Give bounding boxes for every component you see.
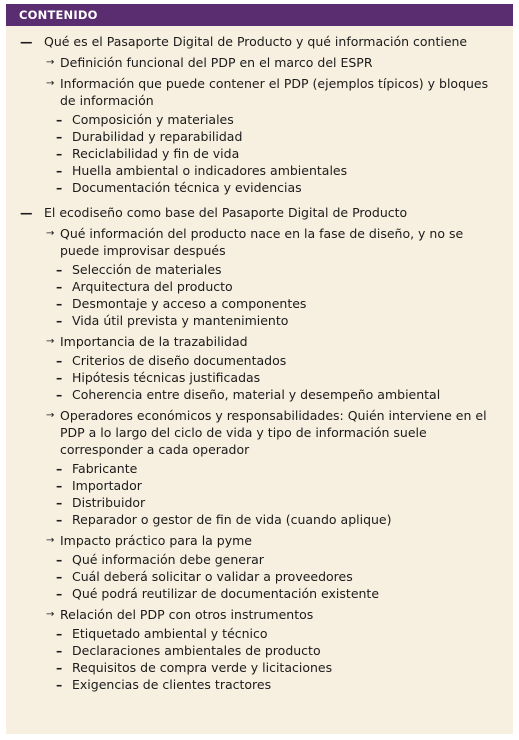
bullet-marker: –: [56, 146, 63, 161]
list-item-text: Huella ambiental o indicadores ambientales: [72, 163, 348, 178]
list-item: [56, 460, 501, 477]
list-item-text: Documentación técnica y evidencias: [72, 180, 302, 195]
list-item: [56, 642, 501, 659]
subsection-heading: [20, 75, 501, 109]
subsection-heading: [20, 407, 501, 458]
list-item-text: Cuál deberá solicitar o validar a proveedores: [72, 569, 353, 584]
list-item: [56, 676, 501, 693]
list-item: [56, 295, 501, 312]
arrow-right-icon: →: [46, 228, 55, 239]
list-item-text: Importador: [72, 478, 142, 493]
bullet-marker: –: [56, 279, 63, 294]
section-heading: [20, 33, 501, 50]
list-item: [56, 659, 501, 676]
bullet-marker: –: [56, 129, 63, 144]
subsection-heading: [20, 225, 501, 259]
bullet-marker: –: [56, 569, 63, 584]
bullet-list: [20, 352, 501, 403]
bullet-marker: –: [56, 512, 63, 527]
bullet-marker: –: [56, 552, 63, 567]
subsection-title: Operadores económicos y responsabilidades: Quién interviene en el PDP a lo largo del ciclo de vida y tipo de información suele corresponder a cada operador: [60, 408, 487, 457]
bullet-marker: –: [56, 478, 63, 493]
list-item-text: Distribuidor: [72, 495, 146, 510]
subsection-title: Relación del PDP con otros instrumentos: [60, 607, 314, 622]
section-title: Qué es el Pasaporte Digital de Producto y qué información contiene: [44, 34, 468, 49]
bullet-marker: –: [56, 313, 63, 328]
list-item: [56, 551, 501, 568]
contents-card: [6, 4, 513, 734]
list-item-text: Qué podrá reutilizar de documentación existente: [72, 586, 380, 601]
arrow-right-icon: →: [46, 535, 55, 546]
bullet-marker: –: [56, 262, 63, 277]
list-item: [56, 477, 501, 494]
list-item-text: Vida útil prevista y mantenimiento: [72, 313, 289, 328]
dash-marker: —: [20, 205, 33, 220]
list-item-text: Durabilidad y reparabilidad: [72, 129, 243, 144]
list-item-text: Declaraciones ambientales de producto: [72, 643, 321, 658]
subsection-title: Importancia de la trazabilidad: [60, 334, 248, 349]
list-item: [56, 278, 501, 295]
list-item-text: Reciclabilidad y fin de vida: [72, 146, 240, 161]
list-item-text: Composición y materiales: [72, 112, 234, 127]
bullet-marker: –: [56, 586, 63, 601]
bullet-list: [20, 111, 501, 196]
contents-list: [6, 26, 513, 693]
list-item-text: Qué información debe generar: [72, 552, 264, 567]
bullet-list: [20, 460, 501, 528]
list-item-text: Etiquetado ambiental y técnico: [72, 626, 268, 641]
section-block: [20, 204, 501, 693]
list-item: [56, 625, 501, 642]
subsection-title: Definición funcional del PDP en el marco del ESPR: [60, 55, 373, 70]
list-item: [56, 312, 501, 329]
list-item: [56, 145, 501, 162]
bullet-list: [20, 551, 501, 602]
list-item-text: Coherencia entre diseño, material y desempeño ambiental: [72, 387, 441, 402]
bullet-marker: –: [56, 370, 63, 385]
bullet-marker: –: [56, 296, 63, 311]
section-title: El ecodiseño como base del Pasaporte Digital de Producto: [44, 205, 408, 220]
subsection-title: Información que puede contener el PDP (ejemplos típicos) y bloques de información: [60, 76, 489, 108]
bullet-marker: –: [56, 180, 63, 195]
list-item-text: Arquitectura del producto: [72, 279, 233, 294]
bullet-marker: –: [56, 626, 63, 641]
list-item-text: Requisitos de compra verde y licitaciones: [72, 660, 333, 675]
bullet-marker: –: [56, 495, 63, 510]
list-item: [56, 494, 501, 511]
list-item: [56, 585, 501, 602]
bullet-marker: –: [56, 112, 63, 127]
subsection-heading: [20, 532, 501, 549]
subsection-heading: [20, 606, 501, 623]
list-item-text: Exigencias de clientes tractores: [72, 677, 272, 692]
list-item: [56, 369, 501, 386]
list-item-text: Hipótesis técnicas justificadas: [72, 370, 261, 385]
arrow-right-icon: →: [46, 410, 55, 421]
list-item: [56, 128, 501, 145]
bullet-marker: –: [56, 387, 63, 402]
contents-header: CONTENIDO: [6, 4, 513, 26]
list-item: [56, 261, 501, 278]
bullet-list: [20, 261, 501, 329]
bullet-marker: –: [56, 660, 63, 675]
list-item: [56, 111, 501, 128]
subsection-title: Qué información del producto nace en la fase de diseño, y no se puede improvisar después: [60, 226, 464, 258]
list-item: [56, 511, 501, 528]
list-item: [56, 179, 501, 196]
bullet-marker: –: [56, 163, 63, 178]
arrow-right-icon: →: [46, 78, 55, 89]
dash-marker: —: [20, 34, 33, 49]
list-item-text: Fabricante: [72, 461, 138, 476]
arrow-right-icon: →: [46, 336, 55, 347]
list-item-text: Desmontaje y acceso a componentes: [72, 296, 307, 311]
arrow-right-icon: →: [46, 609, 55, 620]
bullet-list: [20, 625, 501, 693]
subsection-title: Impacto práctico para la pyme: [60, 533, 252, 548]
bullet-marker: –: [56, 677, 63, 692]
subsection-heading: [20, 333, 501, 350]
section-block: [20, 33, 501, 196]
list-item-text: Criterios de diseño documentados: [72, 353, 287, 368]
section-heading: [20, 204, 501, 221]
list-item: [56, 162, 501, 179]
list-item-text: Selección de materiales: [72, 262, 222, 277]
list-item-text: Reparador o gestor de fin de vida (cuando aplique): [72, 512, 392, 527]
arrow-right-icon: →: [46, 57, 55, 68]
bullet-marker: –: [56, 353, 63, 368]
bullet-marker: –: [56, 643, 63, 658]
subsection-heading: [20, 54, 501, 71]
list-item: [56, 568, 501, 585]
list-item: [56, 352, 501, 369]
list-item: [56, 386, 501, 403]
bullet-marker: –: [56, 461, 63, 476]
